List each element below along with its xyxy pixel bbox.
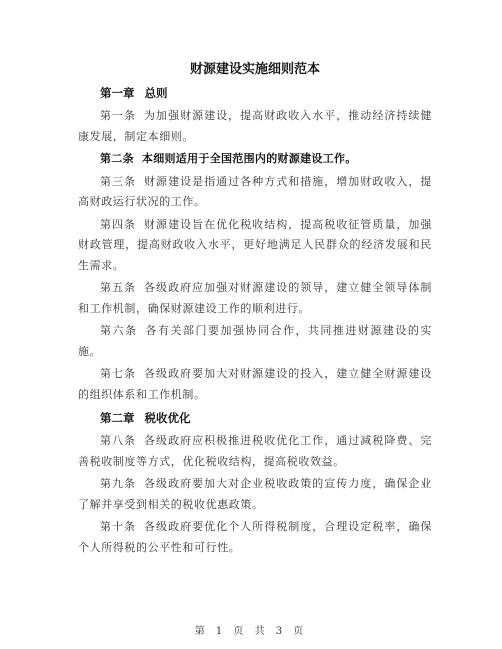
article-7: [78, 364, 432, 405]
article-3: [78, 172, 432, 213]
article-text: 财源建设是指通过各种方式和措施，增加财政收入，提高财政运行状况的工作。: [78, 174, 432, 208]
article-text: 本细则适用于全国范围内的财源建设工作。: [141, 152, 357, 165]
article-number: 第五条: [100, 281, 137, 294]
article-number: 第一条: [100, 109, 137, 122]
article-number: 第三条: [100, 174, 137, 188]
article-number: 第七条: [100, 367, 137, 380]
article-10: [78, 517, 432, 558]
article-number: 第八条: [100, 434, 137, 447]
document-title: 财源建设实施细则范本: [189, 62, 320, 77]
article-number: 第十条: [100, 520, 137, 533]
chapter-heading-2: [100, 409, 432, 427]
chapter-number: 第二章: [100, 411, 135, 425]
article-text: 各级政府要加大对企业税收政策的宣传力度，确保企业了解并享受到相关的税收优惠政策。: [78, 477, 432, 511]
article-9: [78, 474, 432, 515]
chapter-title: 税收优化: [144, 411, 191, 425]
article-number: 第二条: [100, 152, 134, 165]
article-text: 各有关部门要加强协同合作，共同推进财源建设的实施。: [78, 324, 432, 358]
article-text: 财源建设旨在优化税收结构，提高税收征管质量，加强财政管理，提高财政收入水平，更好地满足人民群众的经济发展和民生需求。: [78, 217, 432, 272]
article-4: [78, 215, 432, 277]
article-6: [78, 321, 432, 362]
article-number: 第六条: [100, 324, 138, 337]
article-number: 第九条: [100, 477, 137, 490]
article-5: [78, 278, 432, 319]
article-number: 第四条: [100, 217, 137, 231]
article-text: 各级政府应积极推进税收优化工作，通过减税降费、完善税收制度等方式，优化税收结构，提高税收效益。: [78, 434, 432, 468]
chapter-title: 总则: [144, 86, 168, 100]
article-2: [78, 149, 432, 170]
article-text: 各级政府要优化个人所得税制度，合理设定税率，确保个人所得税的公平性和可行性。: [78, 520, 432, 554]
article-text: 为加强财源建设，提高财政收入水平，推动经济持续健康发展，制定本细则。: [78, 109, 432, 143]
page-footer: 第 1 页 共 3 页: [194, 626, 308, 637]
chapter-number: 第一章: [100, 86, 135, 100]
article-text: 各级政府应加强对财源建设的领导，建立健全领导体制和工作机制，确保财源建设工作的顺利进行。: [78, 281, 432, 315]
article-text: 各级政府要加大对财源建设的投入，建立健全财源建设的组织体系和工作机制。: [78, 367, 432, 401]
article-8: [78, 431, 432, 472]
chapter-heading-1: [100, 84, 432, 102]
article-1: [78, 106, 432, 147]
